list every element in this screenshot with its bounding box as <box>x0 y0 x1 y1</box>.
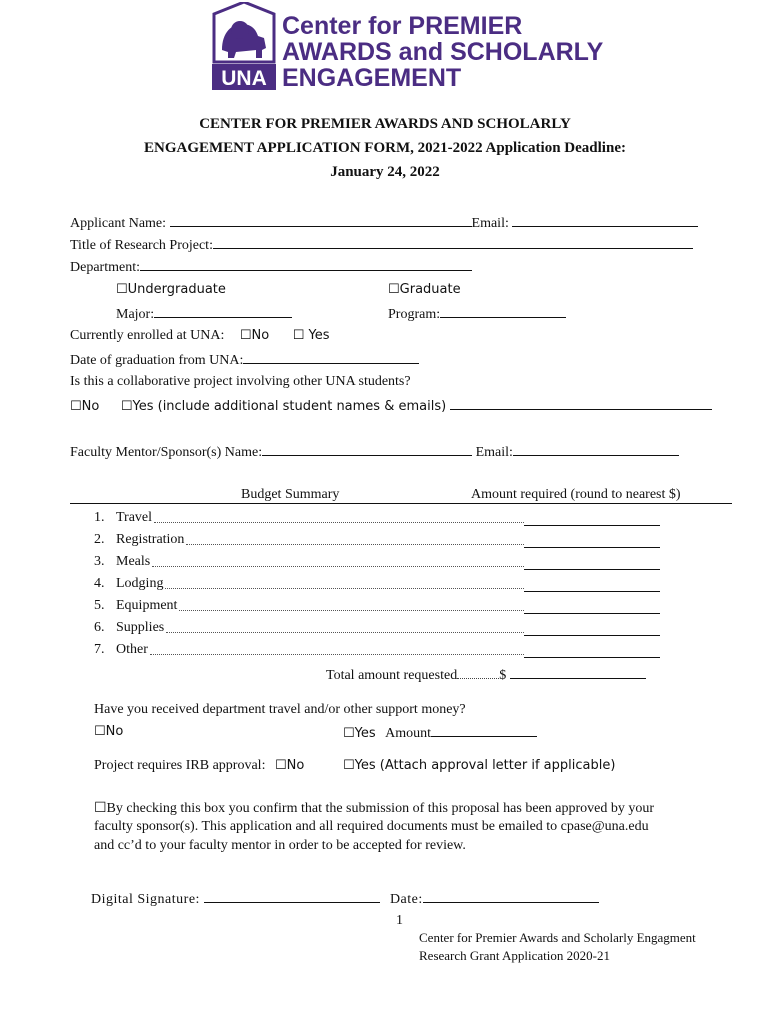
research-title-field[interactable] <box>213 236 693 249</box>
budget-header-rule <box>70 503 732 504</box>
budget-item-number: 3. <box>94 554 105 569</box>
date-field[interactable] <box>423 890 599 903</box>
department-field[interactable] <box>140 258 472 271</box>
budget-item-leader <box>154 522 524 523</box>
applicant-name-field[interactable] <box>170 214 472 227</box>
mentor-field[interactable] <box>262 443 472 456</box>
major-field[interactable] <box>154 305 292 318</box>
enrolled-no-checkbox[interactable]: ☐No <box>239 328 270 343</box>
budget-item-leader <box>165 588 524 589</box>
confirm-checkbox[interactable]: ☐By checking this box you confirm that the submission of this proposal has been approved by your <box>94 801 655 816</box>
logo-badge-text: UNA <box>221 67 267 90</box>
form-title-line-3: January 24, 2022 <box>330 164 440 180</box>
major-label: Major: <box>116 307 155 322</box>
budget-row <box>94 620 660 640</box>
collab-yes-checkbox[interactable]: ☐Yes (include additional student names & emails) <box>120 399 447 414</box>
budget-item-label: Lodging <box>116 576 164 591</box>
total-amount-field[interactable] <box>510 666 646 679</box>
support-question: Have you received department travel and/or other support money? <box>94 702 466 717</box>
signature-row <box>91 890 599 908</box>
department-row <box>70 258 472 276</box>
support-amount-field[interactable] <box>431 724 537 737</box>
logo-line-2: AWARDS and SCHOLARLY <box>282 38 604 66</box>
program-field[interactable] <box>440 305 566 318</box>
support-yes-row <box>343 724 537 742</box>
budget-row <box>94 576 660 596</box>
support-amount-label: Amount <box>385 726 432 741</box>
budget-item-number: 2. <box>94 532 105 547</box>
irb-yes-checkbox[interactable]: ☐Yes (Attach approval letter if applicable) <box>343 758 616 773</box>
total-label: Total amount requested <box>326 668 458 683</box>
research-title-row <box>70 236 693 254</box>
budget-item-amount-field[interactable] <box>524 547 660 548</box>
graduation-date-field[interactable] <box>243 351 419 364</box>
signature-label: Digital Signature: <box>91 892 200 907</box>
budget-item-amount-field[interactable] <box>524 657 660 658</box>
budget-row <box>94 554 660 574</box>
logo-line-1: Center for PREMIER <box>282 12 523 40</box>
email-field[interactable] <box>512 214 698 227</box>
footer-line-1: Center for Premier Awards and Scholarly Engagment <box>419 930 696 945</box>
una-lion-logo-icon <box>212 2 276 90</box>
form-title-line-1: CENTER FOR PREMIER AWARDS AND SCHOLARLY <box>199 116 571 132</box>
program-label: Program: <box>388 307 441 322</box>
budget-item-amount-field[interactable] <box>524 613 660 614</box>
budget-item-label: Registration <box>116 532 185 547</box>
dollar-sign: $ <box>499 668 507 683</box>
irb-no-checkbox[interactable]: ☐No <box>274 758 305 773</box>
budget-row <box>94 598 660 618</box>
irb-label: Project requires IRB approval: <box>94 758 266 773</box>
budget-item-amount-field[interactable] <box>524 635 660 636</box>
budget-item-leader <box>166 632 524 633</box>
budget-item-label: Other <box>116 642 148 657</box>
footer-line-2: Research Grant Application 2020-21 <box>419 948 610 963</box>
undergraduate-checkbox[interactable]: ☐Undergraduate <box>116 282 226 297</box>
budget-row <box>94 510 660 530</box>
signature-field[interactable] <box>204 890 380 903</box>
budget-item-leader <box>186 544 524 545</box>
budget-row <box>94 532 660 552</box>
budget-item-amount-field[interactable] <box>524 525 660 526</box>
form-title-line-2: ENGAGEMENT APPLICATION FORM, 2021-2022 Application Deadline: <box>144 140 626 156</box>
budget-summary-header: Budget Summary <box>241 487 340 502</box>
applicant-name-label: Applicant Name: <box>70 216 167 231</box>
page-number: 1 <box>396 913 403 928</box>
budget-row <box>94 642 660 662</box>
enrolled-yes-checkbox[interactable]: ☐ Yes <box>292 328 330 343</box>
budget-item-amount-field[interactable] <box>524 591 660 592</box>
research-title-label: Title of Research Project: <box>70 238 213 253</box>
budget-item-number: 5. <box>94 598 105 613</box>
department-label: Department: <box>70 260 140 275</box>
budget-item-leader <box>150 654 524 655</box>
applicant-name-row <box>70 214 698 232</box>
total-row <box>326 666 646 684</box>
support-yes-checkbox[interactable]: ☐Yes <box>343 726 376 741</box>
enrolled-label: Currently enrolled at UNA: <box>70 328 225 343</box>
logo-line-3: ENGAGEMENT <box>282 64 462 92</box>
irb-row <box>94 758 304 774</box>
budget-item-label: Meals <box>116 554 151 569</box>
major-row <box>116 305 292 323</box>
program-row <box>388 305 566 323</box>
graduate-checkbox[interactable]: ☐Graduate <box>388 282 461 297</box>
collab-names-field[interactable] <box>450 397 712 410</box>
budget-item-number: 6. <box>94 620 105 635</box>
mentor-email-field[interactable] <box>513 443 679 456</box>
date-label: Date: <box>389 892 423 907</box>
graduation-date-label: Date of graduation from UNA: <box>70 353 244 368</box>
confirm-line-3: and cc’d to your faculty mentor in order to be accepted for review. <box>94 838 466 853</box>
budget-item-amount-field[interactable] <box>524 569 660 570</box>
collab-row <box>70 397 712 415</box>
collab-no-checkbox[interactable]: ☐No <box>70 399 100 414</box>
enrolled-row <box>70 328 329 344</box>
mentor-email-label: Email: <box>475 445 513 460</box>
collab-question: Is this a collaborative project involving other UNA students? <box>70 374 411 389</box>
budget-item-leader <box>179 610 524 611</box>
email-label: Email: <box>471 216 509 231</box>
graduation-date-row <box>70 351 419 369</box>
budget-item-number: 1. <box>94 510 105 525</box>
support-no-checkbox[interactable]: ☐No <box>94 724 124 739</box>
budget-item-label: Supplies <box>116 620 165 635</box>
budget-item-label: Equipment <box>116 598 178 613</box>
confirm-line-2: faculty sponsor(s). This application and all required documents must be emailed to cpase@una.edu <box>94 819 649 834</box>
budget-item-leader <box>152 566 524 567</box>
budget-item-label: Travel <box>116 510 153 525</box>
amount-required-header: Amount required (round to nearest $) <box>471 487 681 502</box>
mentor-label: Faculty Mentor/Sponsor(s) Name: <box>70 445 263 460</box>
budget-item-number: 4. <box>94 576 105 591</box>
total-dots <box>457 668 499 679</box>
mentor-row <box>70 443 679 461</box>
header-logo <box>212 2 604 92</box>
budget-item-number: 7. <box>94 642 105 657</box>
